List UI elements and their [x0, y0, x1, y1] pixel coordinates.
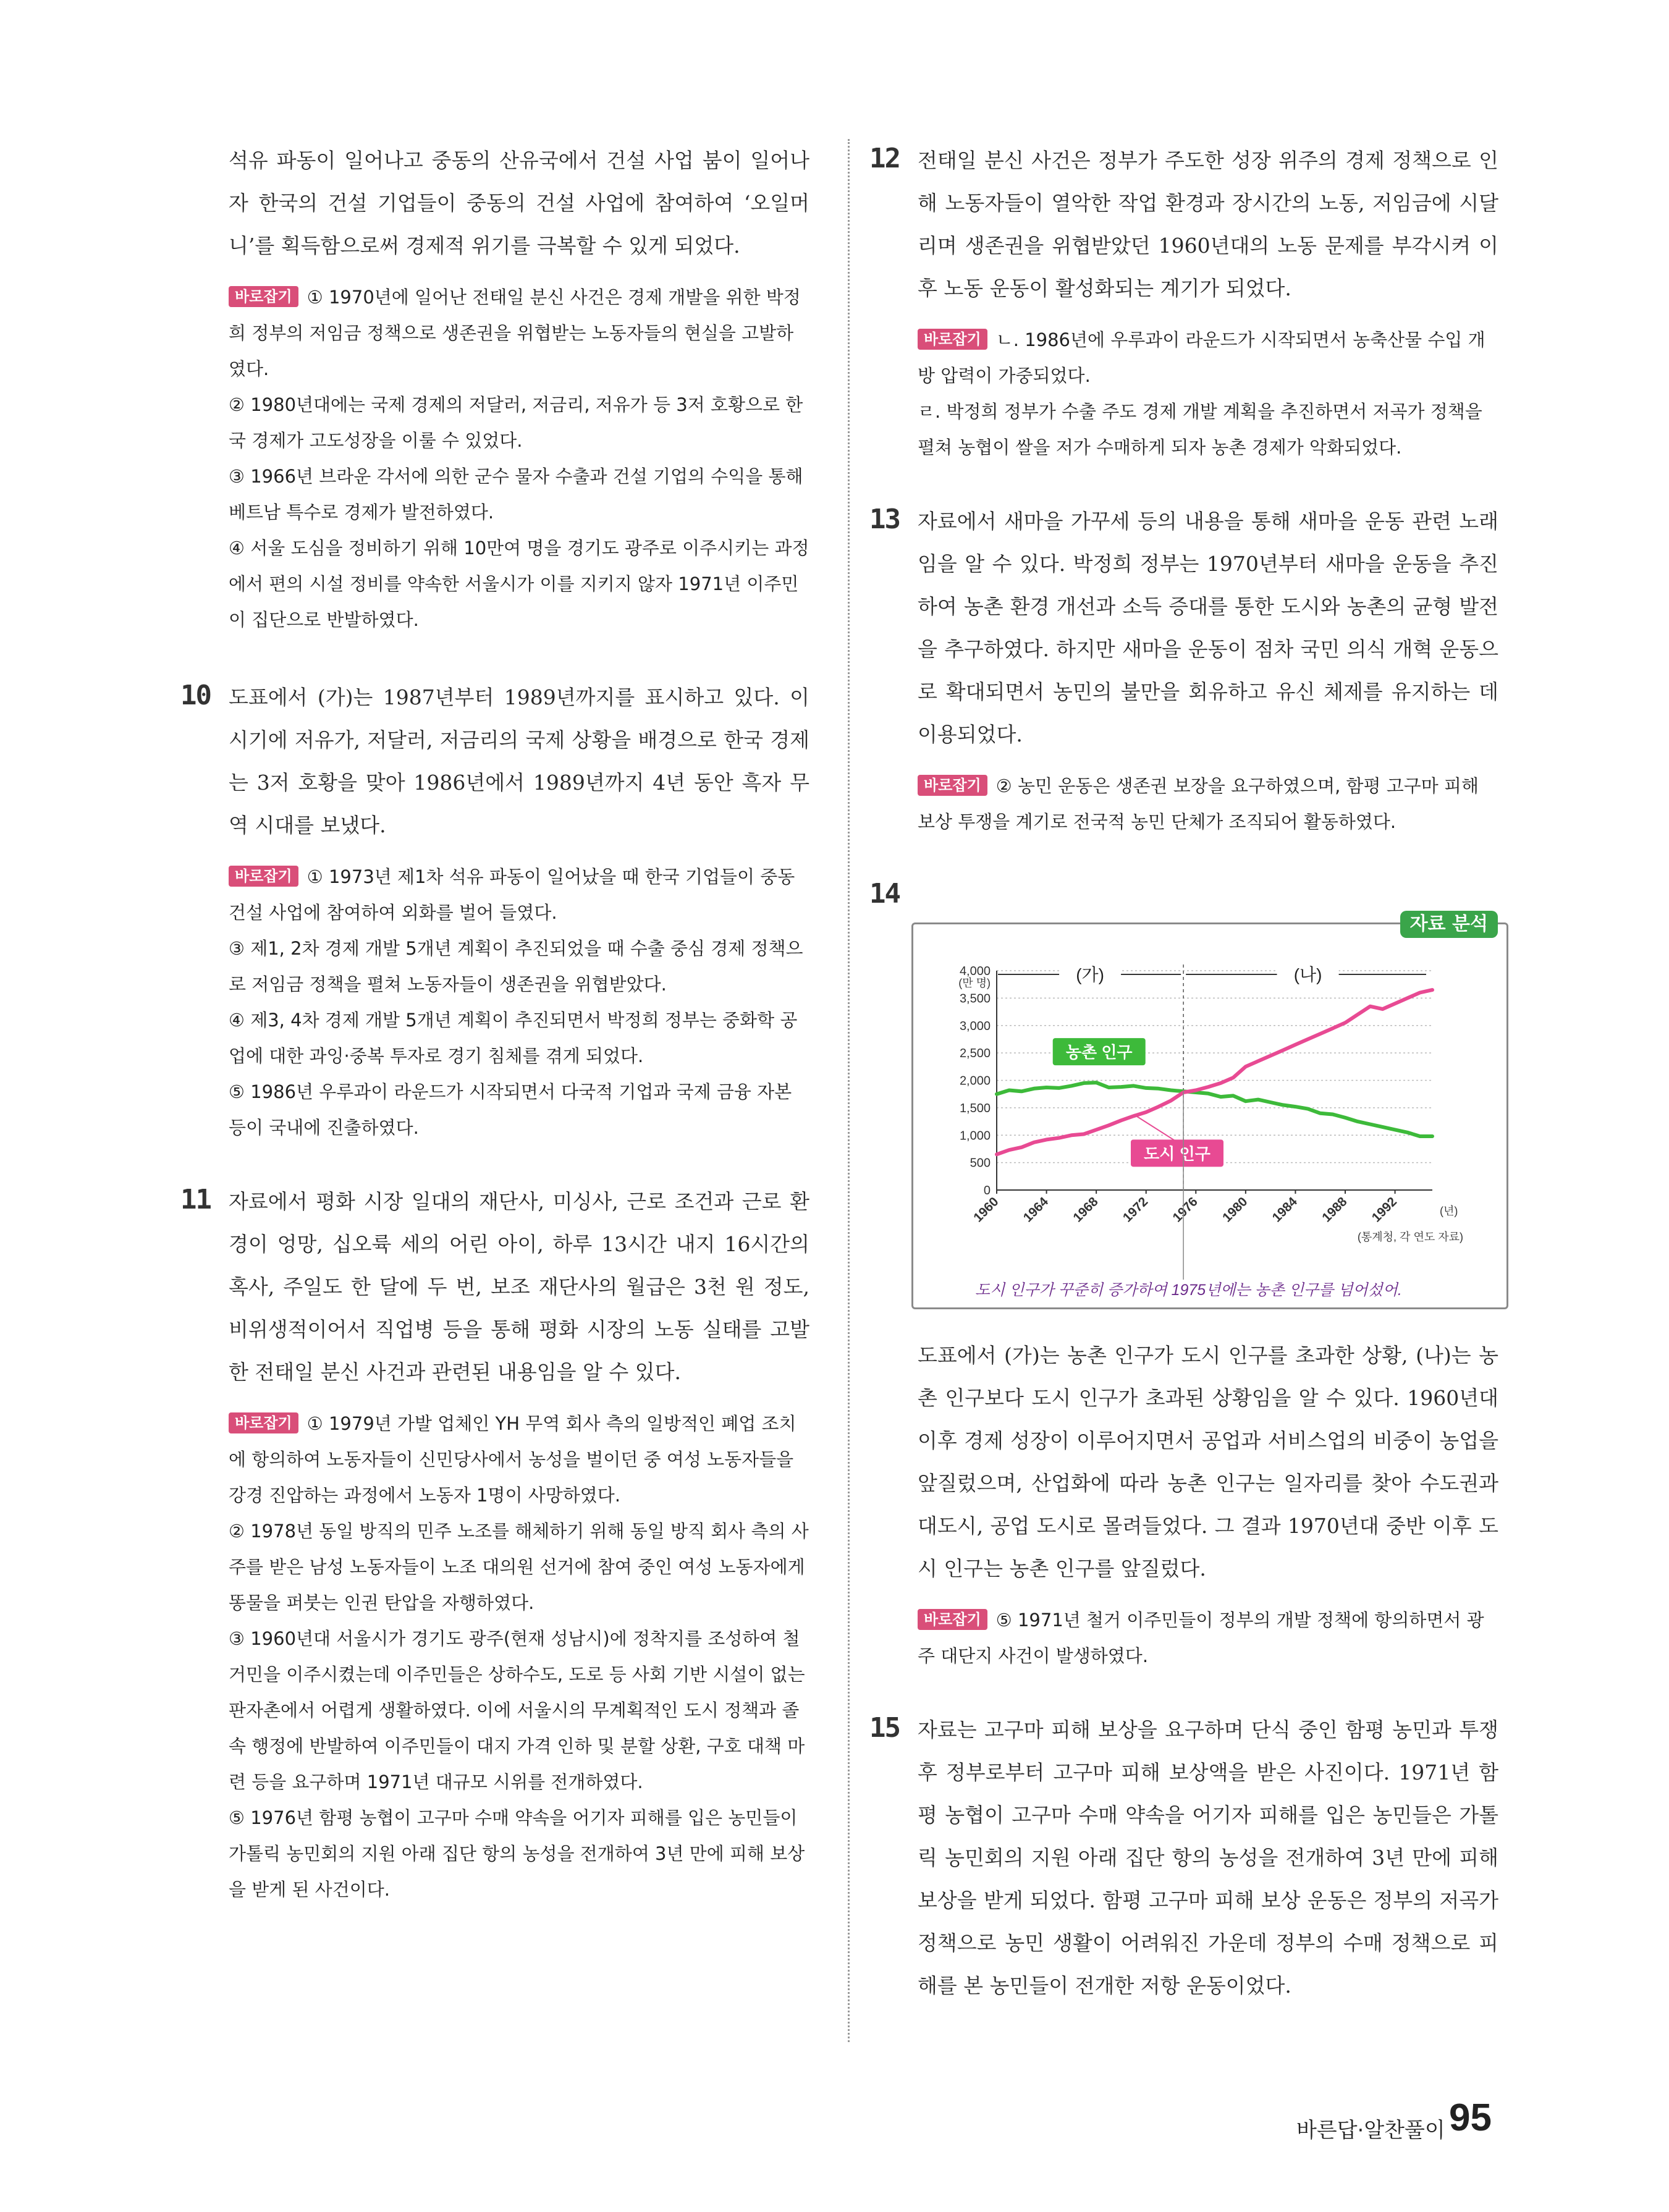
fix-tag: 바로잡기: [229, 1412, 298, 1433]
population-chart: [911, 913, 1508, 1309]
rural-series-label: 농촌 인구: [1065, 1043, 1133, 1062]
fix-tag: 바로잡기: [918, 329, 987, 350]
fix-item: ② 1978년 동일 방직의 민주 노조를 해체하기 위해 동일 방직 회사 측의 사주를 받은 남성 노동자들이 노조 대의원 선거에 참여 중인 여성 노동자에게 똥물을 퍼붓는 인권 탄압을 자행하였다.: [229, 1521, 809, 1613]
question-12: [869, 139, 1498, 465]
question-12-text: 전태일 분신 사건은 정부가 주도한 성장 위주의 경제 정책으로 인해 노동자들이 열악한 작업 환경과 장시간의 노동, 저임금에 시달리며 생존권을 위협받았던 1960년대의 노동 문제를 부각시켜 이후 노동 운동이 활성화되는 계기가 되었다.: [918, 148, 1498, 300]
question-15: [869, 1708, 1498, 2007]
question-number: 15: [869, 1712, 900, 1744]
q14-fix-block: [918, 1602, 1498, 1674]
fix-item: ⑤ 1976년 함평 농협이 고구마 수매 약속을 어기자 피해를 입은 농민들이 가톨릭 농민회의 지원 아래 집단 항의 농성을 전개하여 3년 만에 피해 보상을 받게 된 사건이다.: [229, 1807, 805, 1900]
x-tick-label: 1964: [1020, 1194, 1052, 1225]
period-ga-label: (가): [1076, 965, 1104, 984]
y-tick-label: 1,500: [959, 1101, 991, 1115]
x-tick-label: 1968: [1070, 1194, 1101, 1225]
question-11-text: 자료에서 평화 시장 일대의 재단사, 미싱사, 근로 조건과 근로 환경이 엉망, 십오륙 세의 어린 아이, 하루 13시간 내지 16시간의 혹사, 주일도 한 달에 두 번, 보조 재단사의 월급은 3천 원 정도, 비위생적이어서 직업병 등을 통해 평화 시장의 노동 실태를 고발한 전태일 분신 사건과 관련된 내용임을 알 수 있다.: [229, 1189, 809, 1384]
fix-tag: 바로잡기: [918, 775, 987, 796]
question-15-text: 자료는 고구마 피해 보상을 요구하며 단식 중인 함평 농민과 투쟁 후 정부로부터 고구마 피해 보상액을 받은 사진이다. 1971년 함평 농협이 고구마 수매 약속을 어기자 피해를 입은 농민들은 가톨릭 농민회의 지원 아래 집단 항의 농성을 전개하여 3년 만에 피해 보상을 받게 되었다. 함평 고구마 피해 보상 운동은 정부의 저곡가 정책으로 농민 생활이 어려워진 가운데 정부의 수매 정책으로 피해를 본 농민들이 전개한 저항 운동이었다.: [918, 1718, 1498, 1998]
q12-fix-block: [918, 322, 1498, 465]
y-tick-label: 0: [983, 1184, 991, 1197]
left-column: [180, 139, 809, 1907]
question-10: [180, 676, 809, 1146]
fix-item: 바로잡기 ㄴ. 1986년에 우루과이 라운드가 시작되면서 농축산물 수입 개방 압력이 가중되었다.: [918, 329, 1485, 386]
x-tick-label: 1980: [1220, 1194, 1251, 1225]
y-tick-label: 2,000: [959, 1074, 991, 1088]
question-number: 12: [869, 143, 900, 174]
question-number: 13: [869, 504, 900, 535]
chart-svg: [913, 924, 1506, 1307]
x-tick-label: 1960: [971, 1194, 1002, 1225]
fix-item: 바로잡기 ⑤ 1971년 철거 이주민들이 정부의 개발 정책에 항의하면서 광주 대단지 사건이 발생하였다.: [918, 1610, 1484, 1666]
fix-item: 바로잡기 ① 1973년 제1차 석유 파동이 일어났을 때 한국 기업들이 중동 건설 사업에 참여하여 외화를 벌어 들였다.: [229, 866, 795, 923]
question-number: 14: [869, 878, 900, 910]
fix-item: ② 1980년대에는 국제 경제의 저달러, 저금리, 저유가 등 3저 호황으로 한국 경제가 고도성장을 이룰 수 있었다.: [229, 394, 803, 451]
fix-item: 바로잡기 ① 1979년 가발 업체인 YH 무역 회사 측의 일방적인 폐업 조치에 항의하여 노동자들이 신민당사에서 농성을 벌이던 중 여성 노동자들을 강경 진압하는 과정에서 노동자 1명이 사망하였다.: [229, 1413, 796, 1506]
question-14-text: 도표에서 (가)는 농촌 인구가 도시 인구를 초과한 상황, (나)는 농촌 인구보다 도시 인구가 초과된 상황임을 알 수 있다. 1960년대 이후 경제 성장이 이루어지면서 공업과 서비스업의 비중이 농업을 앞질렀으며, 산업화에 따라 농촌 인구는 일자리를 찾아 수도권과 대도시, 공업 도시로 몰려들었다. 그 결과 1970년대 중반 이후 도시 인구는 농촌 인구를 앞질렀다.: [918, 1343, 1498, 1581]
fix-tag: 바로잡기: [229, 866, 298, 887]
x-tick-label: 1972: [1120, 1194, 1151, 1225]
x-tick-label: 1984: [1269, 1194, 1300, 1225]
q11-fix-block: [229, 1406, 809, 1907]
period-na-label: (나): [1293, 965, 1322, 984]
chart-source: (통계청, 각 연도 자료): [1357, 1231, 1463, 1243]
x-tick-label: 1992: [1369, 1194, 1400, 1225]
question-number: 11: [180, 1184, 211, 1215]
x-axis-unit: (년): [1440, 1205, 1458, 1217]
fix-tag: 바로잡기: [918, 1609, 987, 1630]
urban-population-line: [997, 990, 1432, 1154]
y-tick-label: 500: [970, 1156, 991, 1170]
fix-item: ④ 제3, 4차 경제 개발 5개년 계획이 추진되면서 박정희 정부는 중화학 공업에 대한 과잉·중복 투자로 경기 침체를 겪게 되었다.: [229, 1010, 798, 1066]
urban-series-label: 도시 인구: [1144, 1144, 1211, 1163]
fix-item: ③ 제1, 2차 경제 개발 5개년 계획이 추진되었을 때 수출 중심 경제 정책으로 저임금 정책을 펼쳐 노동자들이 생존권을 위협받았다.: [229, 938, 803, 995]
question-13: [869, 500, 1498, 840]
chart-note: 도시 인구가 꾸준히 증가하여 1975년에는 농촌 인구를 넘어섰어.: [975, 1281, 1402, 1299]
page-number: 95: [1449, 2096, 1492, 2139]
q9-continued-text: 석유 파동이 일어나고 중동의 산유국에서 건설 사업 붐이 일어나자 한국의 건설 기업들이 중동의 건설 사업에 참여하여 ‘오일머니’를 획득함으로써 경제적 위기를 극복할 수 있게 되었다.: [229, 148, 809, 258]
fix-item: ㄹ. 박정희 정부가 수출 주도 경제 개발 계획을 추진하면서 저곡가 정책을 펼쳐 농협이 쌀을 저가 수매하게 되자 농촌 경제가 악화되었다.: [918, 401, 1482, 458]
chart-badge: 자료 분석: [1400, 911, 1498, 938]
rural-population-line: [997, 1083, 1432, 1136]
question-14: [869, 874, 1498, 1674]
q10-fix-block: [229, 859, 809, 1146]
y-axis-unit: (만 명): [958, 977, 991, 989]
question-11: [180, 1180, 809, 1907]
fix-item: ⑤ 1986년 우루과이 라운드가 시작되면서 다국적 기업과 국제 금융 자본 등이 국내에 진출하였다.: [229, 1081, 792, 1138]
y-tick-label: 2,500: [959, 1047, 991, 1061]
y-tick-label: 4,000: [959, 965, 991, 978]
right-column: [869, 139, 1498, 2007]
urban-label-pointer: [1134, 1115, 1177, 1142]
y-tick-label: 3,500: [959, 992, 991, 1006]
y-tick-label: 3,000: [959, 1019, 991, 1033]
fix-tag: 바로잡기: [229, 286, 298, 307]
footer-label: 바른답·알찬풀이: [1296, 2118, 1445, 2143]
fix-item: 바로잡기 ② 농민 운동은 생존권 보장을 요구하였으며, 함평 고구마 피해 보상 투쟁을 계기로 전국적 농민 단체가 조직되어 활동하였다.: [918, 775, 1479, 832]
fix-item: ④ 서울 도심을 정비하기 위해 10만여 명을 경기도 광주로 이주시키는 과정에서 편의 시설 정비를 약속한 서울시가 이를 지키지 않자 1971년 이주민이 집단으로 반발하였다.: [229, 538, 809, 630]
question-10-text: 도표에서 (가)는 1987년부터 1989년까지를 표시하고 있다. 이 시기에 저유가, 저달러, 저금리의 국제 상황을 배경으로 한국 경제는 3저 호황을 맞아 1986년에서 1989년까지 4년 동안 흑자 무역 시대를 보냈다.: [229, 685, 809, 837]
fix-item: 바로잡기 ① 1970년에 일어난 전태일 분신 사건은 경제 개발을 위한 박정희 정부의 저임금 정책으로 생존권을 위협받는 노동자들의 현실을 고발하였다.: [229, 287, 801, 379]
column-divider: [848, 139, 850, 2042]
question-number: 10: [180, 680, 211, 711]
x-tick-label: 1976: [1170, 1194, 1201, 1225]
question-13-text: 자료에서 새마을 가꾸세 등의 내용을 통해 새마을 운동 관련 노래임을 알 수 있다. 박정희 정부는 1970년부터 새마을 운동을 추진하여 농촌 환경 개선과 소득 증대를 통한 도시와 농촌의 균형 발전을 추구하였다. 하지만 새마을 운동이 점차 국민 의식 개혁 운동으로 확대되면서 농민의 불만을 회유하고 유신 체제를 유지하는 데 이용되었다.: [918, 509, 1498, 746]
fix-item: ③ 1966년 브라운 각서에 의한 군수 물자 수출과 건설 기업의 수익을 통해 베트남 특수로 경제가 발전하였다.: [229, 466, 803, 523]
x-tick-label: 1988: [1319, 1194, 1350, 1225]
y-tick-label: 1,000: [959, 1129, 991, 1143]
q9-fix-block: [229, 279, 809, 638]
q13-fix-block: [918, 768, 1498, 840]
fix-item: ③ 1960년대 서울시가 경기도 광주(현재 성남시)에 정착지를 조성하여 철거민을 이주시켰는데 이주민들은 상하수도, 도로 등 사회 기반 시설이 없는 판자촌에서 어렵게 생활하였다. 이에 서울시의 무계획적인 도시 정책과 졸속 행정에 반발하여 이주민들이 대지 가격 인하 및 분할 상환, 구호 대책 마련 등을 요구하며 1971년 대규모 시위를 전개하였다.: [229, 1628, 805, 1792]
